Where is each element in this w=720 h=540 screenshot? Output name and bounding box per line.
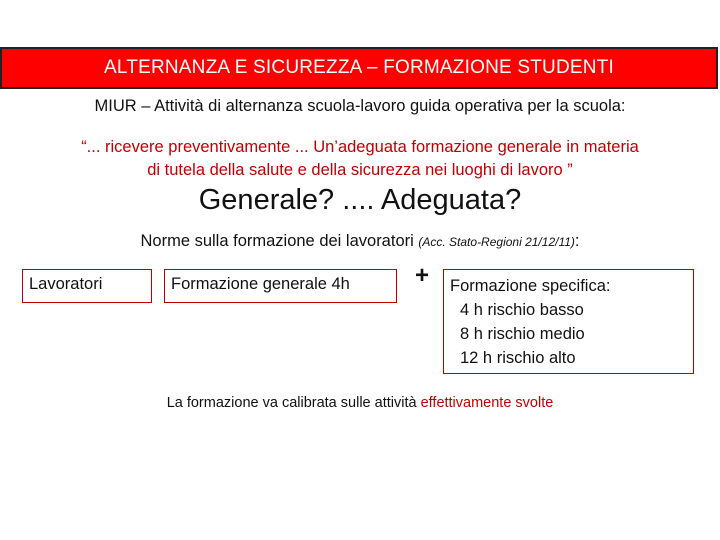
formazione-specifica-title: Formazione specifica:: [450, 277, 611, 295]
slide-title: ALTERNANZA E SICUREZZA – FORMAZIONE STUDENTI: [0, 47, 718, 89]
quote-line-2: di tutela della salute e della sicurezza nei luoghi di lavoro ”: [147, 161, 573, 179]
miur-subtitle: MIUR – Attività di alternanza scuola-lavoro guida operativa per la scuola:: [94, 97, 626, 115]
lavoratori-box: Lavoratori: [22, 269, 152, 303]
norme-line: [0, 232, 720, 251]
formazione-generale-box: Formazione generale 4h: [164, 269, 397, 303]
rischio-medio-item: 8 h rischio medio: [460, 325, 585, 343]
footer-text: La formazione va calibrata sulle attività: [166, 395, 417, 411]
formazione-specifica-box: [443, 269, 694, 374]
norme-suffix: :: [574, 232, 580, 250]
norme-text: Norme sulla formazione dei lavoratori: [140, 232, 414, 250]
quote-line-1: “... ricevere preventivamente ... Un’adeguata formazione generale in materia: [81, 138, 639, 156]
norme-reference: (Acc. Stato-Regioni 21/12/11): [418, 235, 575, 249]
plus-sign: +: [414, 262, 429, 289]
rischio-alto-item: 12 h rischio alto: [460, 349, 576, 367]
footer-highlight: effettivamente svolte: [420, 395, 554, 411]
footer-note: [0, 395, 720, 411]
quote: [10, 136, 710, 182]
question-heading: Generale? .... Adeguata?: [198, 184, 522, 216]
rischio-basso-item: 4 h rischio basso: [460, 301, 584, 319]
